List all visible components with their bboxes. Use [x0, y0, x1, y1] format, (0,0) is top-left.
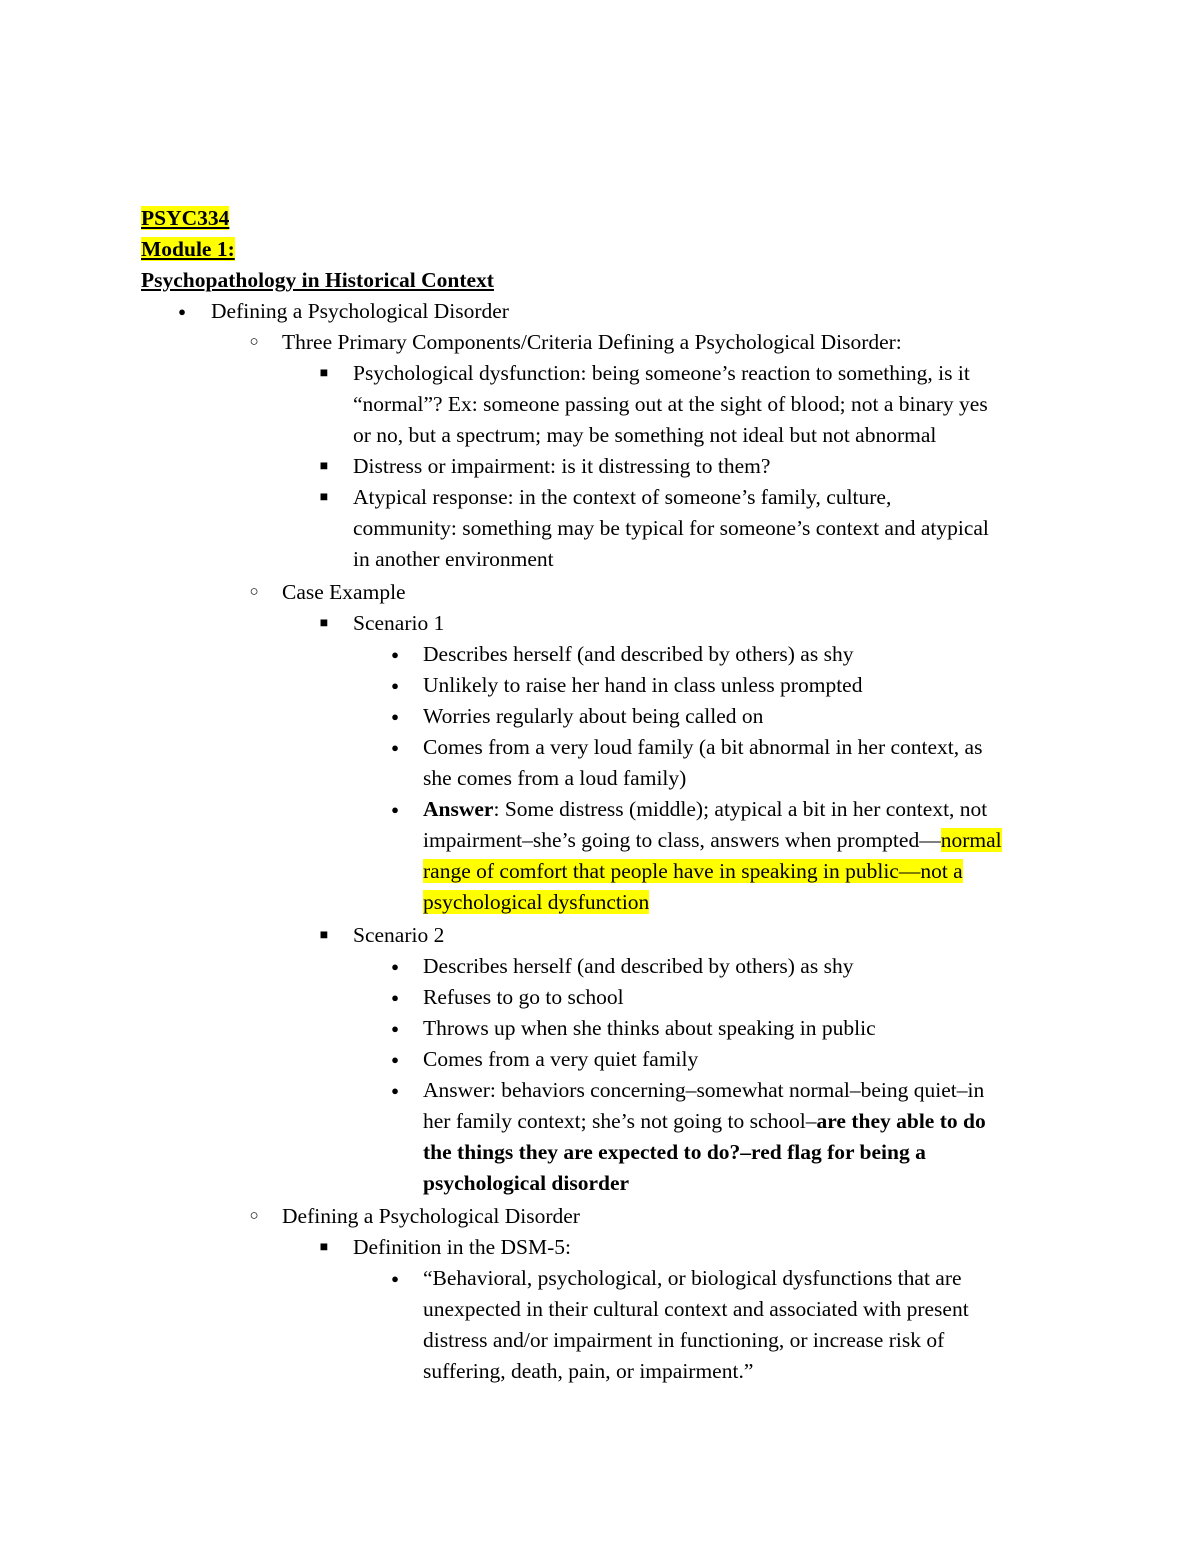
quote-line: suffering, death, pain, or impairment.” — [423, 1359, 754, 1383]
list-item: Case Example — [282, 580, 406, 604]
list-item-continuation: in another environment — [353, 547, 554, 571]
section-heading — [141, 265, 494, 296]
answer-line — [423, 794, 987, 825]
level4-bullet: ● — [391, 1083, 399, 1098]
level3-bullet: ■ — [319, 366, 329, 381]
level4-bullet: ● — [391, 959, 399, 974]
level4-bullet: ● — [391, 709, 399, 724]
course-code — [141, 203, 229, 234]
module-heading-text: Module 1: — [141, 237, 235, 261]
level4-bullet: ● — [391, 647, 399, 662]
answer-text: her family context; she’s not going to school– — [423, 1109, 817, 1133]
level4-bullet: ● — [391, 1021, 399, 1036]
list-item: Defining a Psychological Disorder — [211, 299, 509, 323]
list-item-continuation: she comes from a loud family) — [423, 766, 687, 790]
level3-bullet: ■ — [319, 928, 329, 943]
list-item: Psychological dysfunction: being someone’s reaction to something, is it — [353, 361, 970, 385]
answer-line — [423, 887, 649, 918]
list-item: Comes from a very quiet family — [423, 1047, 699, 1071]
level4-bullet: ● — [391, 1052, 399, 1067]
list-item-continuation: community: something may be typical for someone’s context and atypical — [353, 516, 989, 540]
list-item: Scenario 2 — [353, 923, 445, 947]
level1-bullet: ● — [178, 304, 186, 319]
answer-line — [423, 825, 1002, 856]
level3-bullet: ■ — [319, 490, 329, 505]
level2-bullet: ○ — [249, 584, 259, 600]
level3-bullet: ■ — [319, 616, 329, 631]
highlighted-text: normal — [940, 828, 1002, 852]
highlighted-text: psychological dysfunction — [423, 890, 650, 914]
list-item: Comes from a very loud family (a bit abnormal in her context, as — [423, 735, 983, 759]
answer-line — [423, 1106, 986, 1137]
level2-bullet: ○ — [249, 1208, 259, 1224]
list-item: Definition in the DSM-5: — [353, 1235, 571, 1259]
answer-text: : Some distress (middle); atypical a bit in her context, not — [493, 797, 988, 821]
answer-line: psychological disorder — [423, 1171, 630, 1195]
module-heading — [141, 234, 235, 265]
level4-bullet: ● — [391, 990, 399, 1005]
list-item: Throws up when she thinks about speaking in public — [423, 1016, 876, 1040]
list-item: Distress or impairment: is it distressing to them? — [353, 454, 771, 478]
list-item: Refuses to go to school — [423, 985, 624, 1009]
level4-bullet: ● — [391, 1271, 399, 1286]
level4-bullet: ● — [391, 740, 399, 755]
answer-line: the things they are expected to do?–red flag for being a — [423, 1140, 926, 1164]
level3-bullet: ■ — [319, 459, 329, 474]
bold-text: are they able to do — [816, 1109, 986, 1133]
answer-line: Answer: behaviors concerning–somewhat normal–being quiet–in — [423, 1078, 985, 1102]
list-item: Unlikely to raise her hand in class unless prompted — [423, 673, 863, 697]
highlighted-text: range of comfort that people have in speaking in public—not a — [423, 859, 963, 883]
list-item-continuation: “normal”? Ex: someone passing out at the sight of blood; not a binary yes — [353, 392, 988, 416]
list-item: Defining a Psychological Disorder — [282, 1204, 580, 1228]
list-item: Atypical response: in the context of someone’s family, culture, — [353, 485, 892, 509]
answer-line — [423, 856, 963, 887]
level2-bullet: ○ — [249, 334, 259, 350]
answer-label: Answer — [423, 797, 494, 821]
list-item: Describes herself (and described by others) as shy — [423, 954, 854, 978]
level3-bullet: ■ — [319, 1240, 329, 1255]
list-item: Three Primary Components/Criteria Defining a Psychological Disorder: — [282, 330, 902, 354]
list-item: Scenario 1 — [353, 611, 445, 635]
list-item: Describes herself (and described by others) as shy — [423, 642, 854, 666]
section-heading-text: Psychopathology in Historical Context — [141, 268, 494, 292]
quote-line: distress and/or impairment in functioning, or increase risk of — [423, 1328, 945, 1352]
quote-line: unexpected in their cultural context and associated with present — [423, 1297, 969, 1321]
quote-line: “Behavioral, psychological, or biological dysfunctions that are — [423, 1266, 962, 1290]
level4-bullet: ● — [391, 678, 399, 693]
course-code-text: PSYC334 — [141, 206, 230, 230]
answer-text: impairment–she’s going to class, answers when prompted— — [423, 828, 941, 852]
list-item: Worries regularly about being called on — [423, 704, 764, 728]
level4-bullet: ● — [391, 802, 399, 817]
list-item-continuation: or no, but a spectrum; may be something not ideal but not abnormal — [353, 423, 937, 447]
